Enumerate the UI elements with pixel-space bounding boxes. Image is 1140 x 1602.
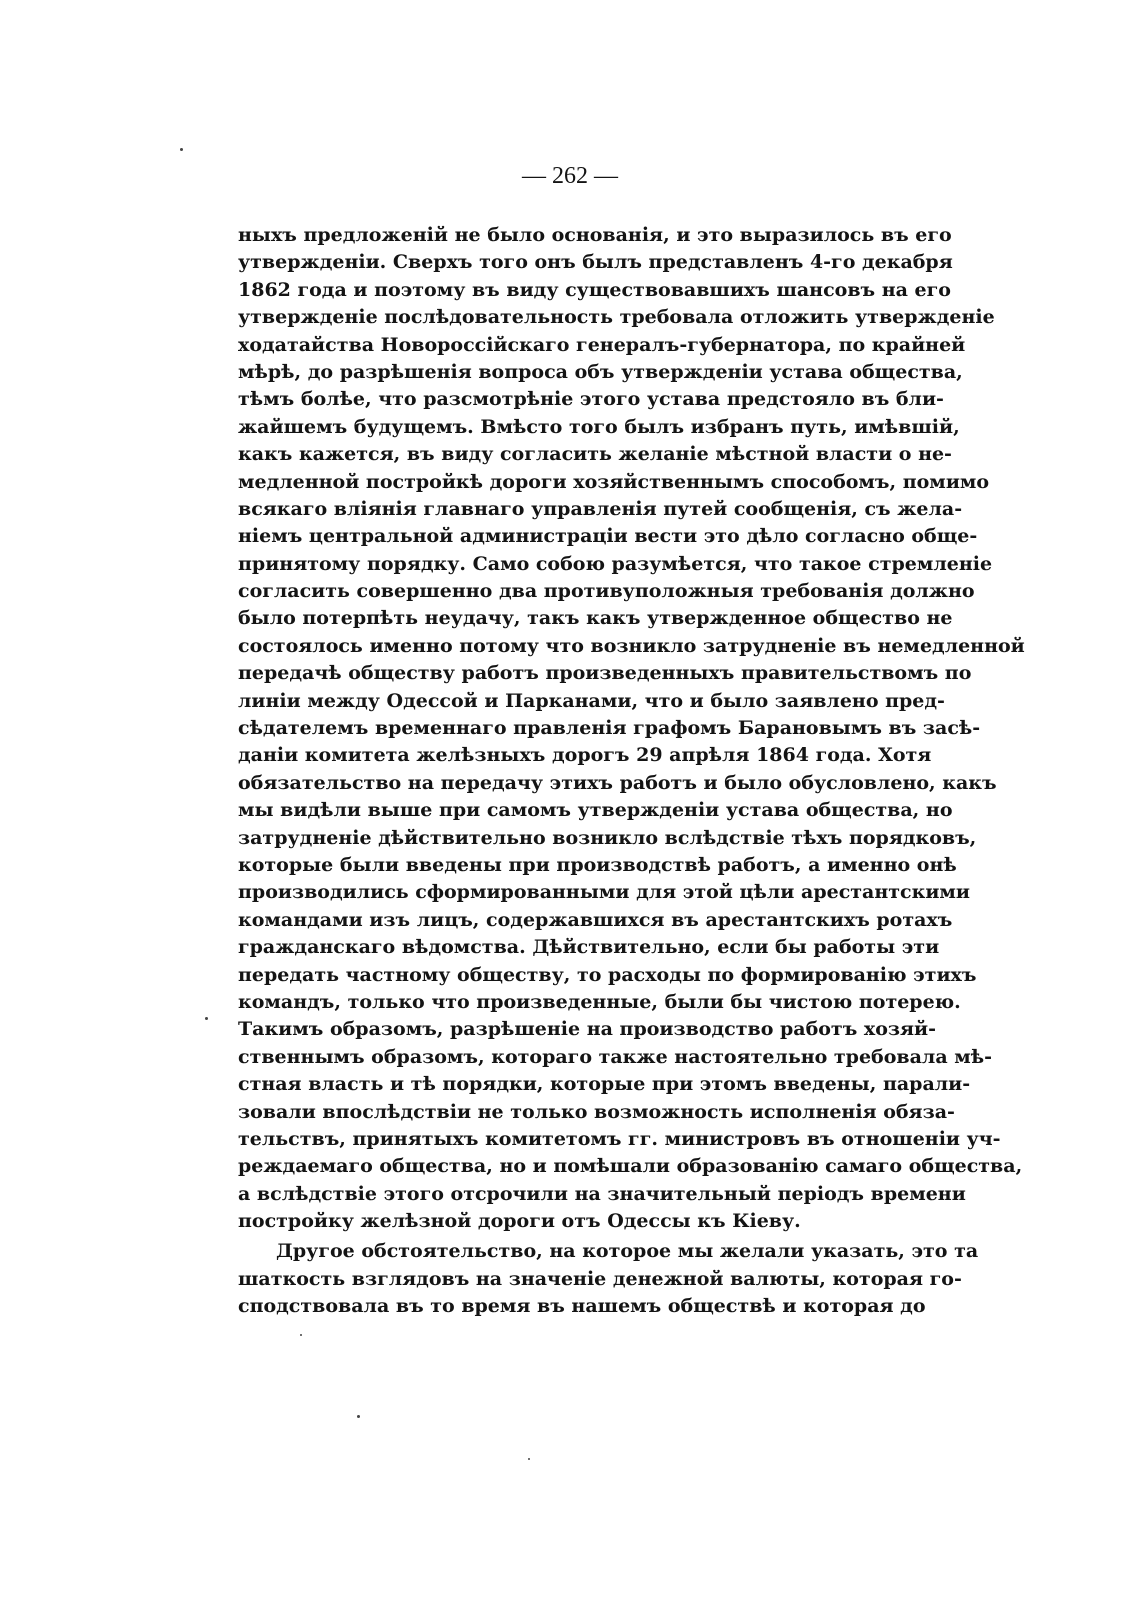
paragraph-1 — [238, 222, 1025, 1235]
text-line: ніемъ центральной администраціи вести это дѣло согласно обще- — [238, 525, 978, 548]
text-line: передачѣ обществу работъ произведенныхъ правительствомъ по — [238, 662, 972, 685]
text-line: принятому порядку. Само собою разумѣется, что такое стремленіе — [238, 552, 993, 575]
text-line: ственнымъ образомъ, котораго также настоятельно требовала мѣ- — [238, 1045, 992, 1068]
text-line: было потерпѣть неудачу, такъ какъ утвержденное общество не — [238, 607, 953, 630]
text-line: затрудненіе дѣйствительно возникло вслѣдствіе тѣхъ порядковъ, — [238, 826, 977, 849]
text-line: гражданскаго вѣдомства. Дѣйствительно, если бы работы эти — [238, 936, 940, 959]
paragraph-2 — [238, 1238, 979, 1320]
text-line: Такимъ образомъ, разрѣшеніе на производство работъ хозяй- — [238, 1018, 937, 1041]
text-line: мѣрѣ, до разрѣшенія вопроса объ утвержденіи устава общества, — [238, 360, 963, 383]
text-line: тѣмъ болѣе, что разсмотрѣніе этого устава предстояло въ бли- — [238, 388, 944, 411]
scan-speck — [205, 1017, 208, 1020]
text-line: сѣдателемъ временнаго правленія графомъ Барановымъ въ засѣ- — [238, 717, 981, 740]
text-line: реждаемаго общества, но и помѣшали образованію самаго общества, — [238, 1155, 1023, 1178]
text-line: тельствъ, принятыхъ комитетомъ гг. министровъ въ отношеніи уч- — [238, 1127, 1001, 1150]
text-line: утвержденіе послѣдовательность требовала отложить утвержденіе — [238, 306, 995, 329]
scan-speck — [180, 148, 183, 151]
text-line: стная власть и тѣ порядки, которые при этомъ введены, парали- — [238, 1073, 971, 1096]
scan-speck — [357, 1415, 360, 1418]
text-line: постройку желѣзной дороги отъ Одессы къ Кіеву. — [238, 1210, 801, 1233]
text-line: утвержденіи. Сверхъ того онъ былъ представленъ 4-го декабря — [238, 251, 953, 274]
text-line: шаткость взглядовъ на значеніе денежной валюты, которая го- — [238, 1267, 962, 1290]
text-line: линіи между Одессой и Парканами, что и было заявлено пред- — [238, 689, 945, 712]
text-line: ныхъ предложенiй не было основанія, и это выразилось въ его — [238, 224, 952, 246]
text-line: которые были введены при производствѣ работъ, а именно онѣ — [238, 853, 957, 876]
text-line: какъ кажется, въ виду согласить желаніе мѣстной власти о не- — [238, 443, 952, 466]
text-line: Другое обстоятельство, на которое мы желали указать, это та — [276, 1240, 979, 1263]
text-line: мы видѣли выше при самомъ утвержденіи устава общества, но — [238, 799, 953, 822]
text-line: обязательство на передачу этихъ работъ и было обусловлено, какъ — [238, 771, 997, 794]
text-line: всякаго вліянія главнаго управленія путей сообщенія, съ жела- — [238, 497, 963, 520]
scan-speck — [300, 1334, 302, 1336]
text-line: зовали впослѣдствіи не только возможность исполненія обяза- — [238, 1100, 955, 1123]
text-line: производились сформированными для этой цѣли арестантскими — [238, 881, 971, 904]
text-line: 1862 года и поэтому въ виду существовавшихъ шансовъ на его — [238, 278, 951, 301]
scan-speck — [528, 1458, 530, 1460]
text-line: сподствовала въ то время въ нашемъ обществѣ и которая до — [238, 1295, 926, 1318]
text-line: командъ, только что произведенные, были бы чистою потерею. — [238, 990, 961, 1013]
text-line: командами изъ лицъ, содержавшихся въ арестантскихъ ротахъ — [238, 908, 953, 931]
text-line: даніи комитета желѣзныхъ дорогъ 29 апрѣля 1864 года. Хотя — [238, 744, 932, 767]
text-line: жайшемъ будущемъ. Вмѣсто того былъ избранъ путь, имѣвшій, — [238, 415, 960, 438]
text-line: ходатайства Новороссійскаго генералъ-губернатора, по крайней — [238, 333, 966, 356]
text-line: состоялось именно потому что возникло затрудненіе въ немедленной — [238, 634, 1025, 657]
text-line: а вслѣдствіе этого отсрочили на значительный періодъ времени — [238, 1182, 966, 1205]
text-line: передать частному обществу, то расходы по формированію этихъ — [238, 963, 977, 986]
page-number: — 262 — — [522, 163, 618, 189]
text-line: согласить совершенно два противуположныя требованія должно — [238, 580, 975, 603]
text-line: медленной постройкѣ дороги хозяйственнымъ способомъ, помимо — [238, 470, 990, 493]
body-text — [238, 222, 1025, 1321]
